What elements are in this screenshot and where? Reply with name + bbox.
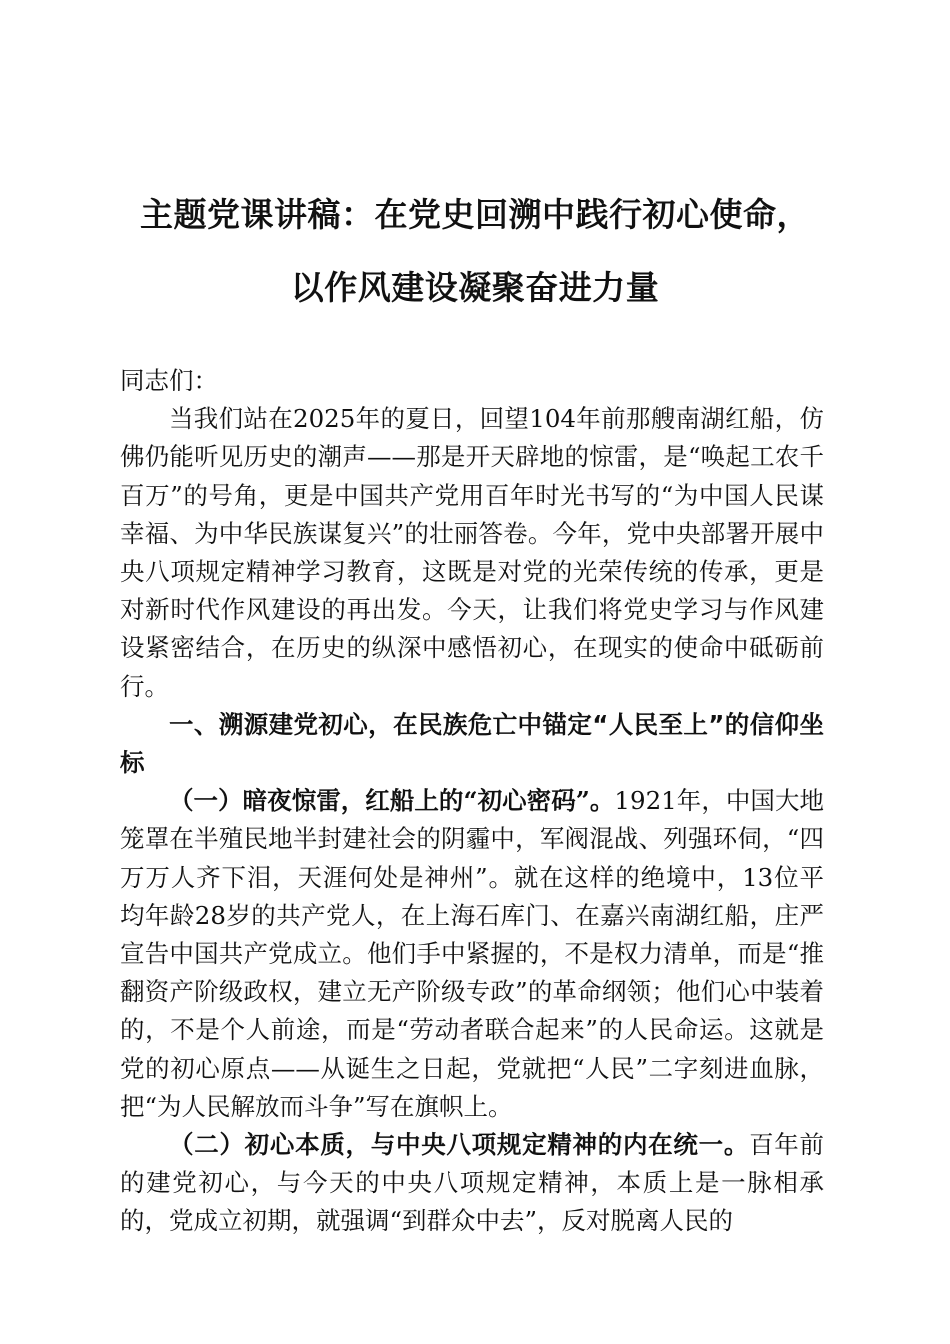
subsection-1-heading: （一）暗夜惊雷，红船上的“初心密码”。 xyxy=(169,786,615,816)
document-title xyxy=(110,192,840,310)
section-1-heading: 一、溯源建党初心，在民族危亡中锚定“人民至上”的信仰坐标 xyxy=(120,709,824,778)
subsection-1-paragraph xyxy=(120,782,824,1126)
title-line-2: 以作风建设凝聚奋进力量 xyxy=(290,268,660,307)
title-line-1: 主题党课讲稿：在党史回溯中践行初心使命， xyxy=(140,195,810,234)
subsection-2-text: 百年前的建党初心，与今天的中央八项规定精神，本质上是一脉相承的，党成立初期，就强调“到群众中去”，反对脱离人民的 xyxy=(120,1130,825,1236)
salutation: 同志们： xyxy=(120,366,218,395)
document-body xyxy=(120,362,824,1241)
subsection-2-paragraph xyxy=(120,1126,824,1241)
intro-paragraph: 当我们站在2025年的夏日，回望104年前那艘南湖红船，仿佛仍能听见历史的潮声——那是开天辟地的惊雷，是“唤起工农千百万”的号角，更是中国共产党用百年时光书写的“为中国人民谋幸福、为中华民族谋复兴”的壮丽答卷。今年，党中央部署开展中央八项规定精神学习教育，这既是对党的光荣传统的传承，更是对新时代作风建设的再出发。今天，让我们将党史学习与作风建设紧密结合，在历史的纵深中感悟初心，在现实的使命中砥砺前行。 xyxy=(120,404,824,701)
subsection-2-heading: （二）初心本质，与中央八项规定精神的内在统一。 xyxy=(169,1130,750,1160)
subsection-1-text: 1921年，中国大地笼罩在半殖民地半封建社会的阴霾中，军阀混战、列强环伺，“四万万人齐下泪，天涯何处是神州”。就在这样的绝境中，13位平均年龄28岁的共产党人，在上海石库门、在嘉兴南湖红船，庄严宣告中国共产党成立。他们手中紧握的，不是权力清单，而是“推翻资产阶级政权，建立无产阶级专政”的革命纲领；他们心中装着的，不是个人前途，而是“劳动者联合起来”的人民命运。这就是党的初心原点——从诞生之日起，党就把“人民”二字刻进血脉，把“为人民解放而斗争”写在旗帜上。 xyxy=(120,786,825,1121)
